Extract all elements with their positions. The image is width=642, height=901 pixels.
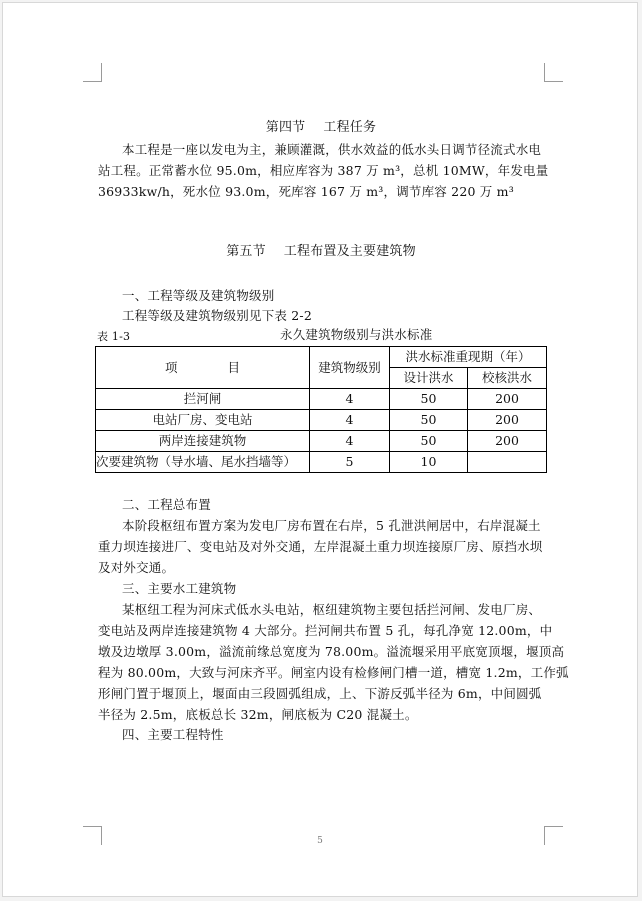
- section5-title: [0, 244, 642, 260]
- table-row: [96, 389, 547, 410]
- table-caption-title: 永久建筑物级别与洪水标准: [280, 327, 433, 342]
- table-cell-check: 200: [468, 431, 547, 452]
- section5-title-name: 工程布置及主要建筑物: [283, 244, 416, 259]
- item2-para-line: 及对外交通。: [98, 560, 175, 575]
- section4-para-line: 站工程。正常蓄水位 95.0m，相应库容为 387 万 m³，总机 10MW，年发电量: [98, 163, 549, 178]
- table-row: [96, 452, 547, 473]
- table-cell-level: 4: [310, 431, 390, 452]
- item3-para-line: 变电站及两岸连接建筑物 4 大部分。拦河闸共布置 5 孔，每孔净宽 12.00m，中: [98, 623, 553, 638]
- section4-title-number: 第四节: [265, 120, 306, 135]
- table-header-design: 设计洪水: [390, 368, 468, 389]
- table-cell-design: 10: [390, 452, 468, 473]
- item3-para-line: 半径为 2.5m，底板总长 32m，闸底板为 C20 混凝土。: [98, 707, 418, 722]
- table-cell-check: 200: [468, 389, 547, 410]
- item2-para-line: 重力坝连接进厂、变电站及对外交通，左岸混凝土重力坝连接原厂房、原挡水坝: [98, 539, 543, 554]
- item4-heading: 四、主要工程特性: [122, 727, 224, 742]
- table-cell-design: 50: [390, 431, 468, 452]
- table-header-flood: 洪水标准重现期（年）: [390, 347, 547, 368]
- table-cell-item: 电站厂房、变电站: [96, 410, 310, 431]
- crop-mark-top-right: [544, 63, 563, 82]
- item3-heading: 三、主要水工建筑物: [122, 581, 237, 596]
- table-cell-level: 4: [310, 389, 390, 410]
- section5-title-number: 第五节: [226, 244, 266, 259]
- table-cell-item: 次要建筑物（导水墙、尾水挡墙等）: [96, 452, 310, 473]
- crop-mark-top-left: [83, 63, 102, 82]
- item1-sub: 工程等级及建筑物级别见下表 2-2: [122, 308, 313, 323]
- table-cell-item: 两岸连接建筑物: [96, 431, 310, 452]
- item2-para-line: 本阶段枢纽布置方案为发电厂房布置在右岸，5 孔泄洪闸居中，右岸混凝土: [122, 518, 541, 533]
- table-cell-item: 拦河闸: [96, 389, 310, 410]
- item3-para-line: 墩及边墩厚 3.00m，溢流前缘总宽度为 78.00m。溢流堰采用平底宽顶堰，堰顶高: [98, 644, 565, 659]
- table-cell-check: [468, 452, 547, 473]
- item3-para-line: 程为 80.00m，大致与河床齐平。闸室内设有检修闸门槽一道，槽宽 1.2m，工作弧: [98, 665, 569, 680]
- table-cell-level: 5: [310, 452, 390, 473]
- section4-para-line: 36933kw/h，死水位 93.0m，死库容 167 万 m³，调节库容 220 万 m³: [98, 184, 514, 199]
- table-cell-check: 200: [468, 410, 547, 431]
- building-class-table: [95, 346, 547, 473]
- section4-title-name: 工程任务: [323, 120, 377, 135]
- table-cell-design: 50: [390, 410, 468, 431]
- section4-para-line: 本工程是一座以发电为主，兼顾灌溉，供水效益的低水头日调节径流式水电: [122, 142, 542, 157]
- table-row: [96, 410, 547, 431]
- table-cell-level: 4: [310, 410, 390, 431]
- item2-heading: 二、工程总布置: [122, 497, 211, 512]
- item1-heading: 一、工程等级及建筑物级别: [122, 288, 275, 303]
- item3-para-line: 形闸门置于堰顶上，堰面由三段圆弧组成，上、下游反弧半径为 6m，中间圆弧: [98, 686, 542, 701]
- table-header-level: 建筑物级别: [310, 347, 390, 389]
- table-caption-number: 表 1-3: [97, 330, 131, 343]
- item3-para-line: 某枢纽工程为河床式低水头电站，枢纽建筑物主要包括拦河闸、发电厂房、: [122, 602, 542, 617]
- table-header-item: 项 目: [96, 347, 310, 389]
- table-header-check: 校核洪水: [468, 368, 547, 389]
- section4-title: [0, 120, 642, 136]
- table-row: [96, 431, 547, 452]
- table-cell-design: 50: [390, 389, 468, 410]
- page-number: 5: [317, 836, 323, 846]
